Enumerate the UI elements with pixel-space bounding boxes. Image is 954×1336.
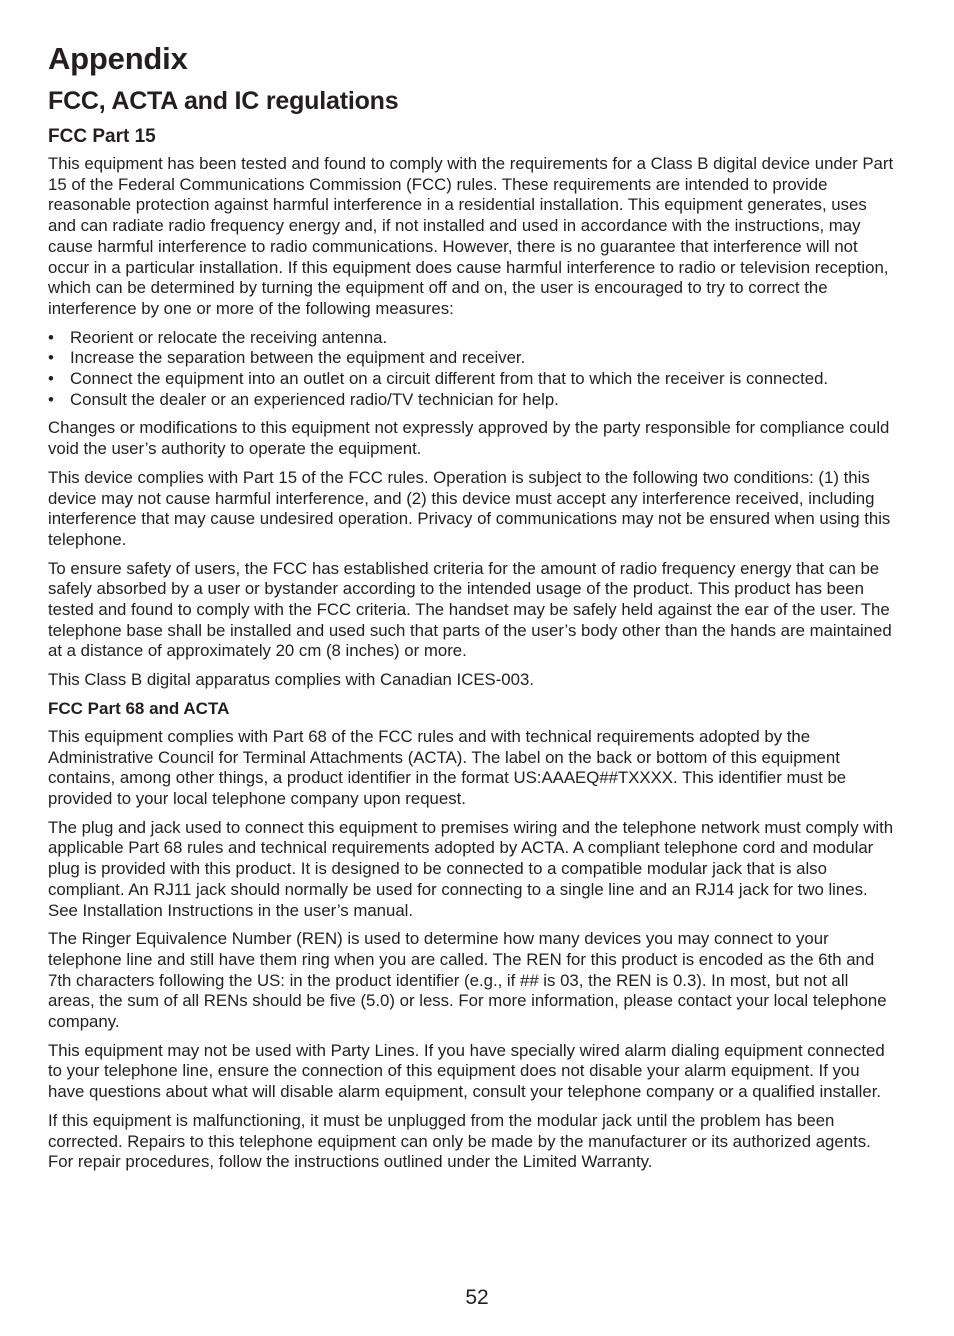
fcc68-paragraph-1: This equipment complies with Part 68 of the FCC rules and with technical requirements adopted by the Administrative Council for Terminal Attachments (ACTA). The label on the back or bottom of this equipment contains, among other things, a product identifier in the format US:AAAEQ##TXXXX. This identifier must be provided to your local telephone company upon request. [48, 726, 847, 808]
fcc68-paragraph-5: If this equipment is malfunctioning, it must be unplugged from the modular jack until the problem has been corrected. Repairs to this telephone equipment can only be made by the manufacturer or its authorized agents. For repair procedures, follow the instructions outlined under the Limited Warranty. [48, 1110, 871, 1172]
fcc68-paragraph-4: This equipment may not be used with Party Lines. If you have specially wired alarm dialing equipment connected to your telephone line, ensure the connection of this equipment does not disable your alarm equipment. If you have questions about what will disable alarm equipment, consult your telephone company or a qualified installer. [48, 1040, 885, 1102]
section-title: FCC, ACTA and IC regulations [48, 87, 399, 115]
fcc15-paragraph-5: This Class B digital apparatus complies with Canadian ICES-003. [48, 670, 534, 690]
list-item-text: Consult the dealer or an experienced radio/TV technician for help. [70, 389, 559, 409]
fcc-part-15-heading: FCC Part 15 [48, 126, 156, 147]
list-item [48, 328, 894, 349]
page-content [48, 40, 894, 1181]
bullet-icon: • [48, 389, 54, 409]
fcc68-paragraph-3: The Ringer Equivalence Number (REN) is used to determine how many devices you may connect to your telephone line and still have them ring when you are called. The REN for this product is encoded as the 6th and 7th characters following the US: in the product identifier (e.g., if ## is 03, the REN is 0.3). In most, but not all areas, the sum of all RENs should be five (5.0) or less. For more information, please contact your local telephone company. [48, 929, 887, 1032]
bullet-icon: • [48, 348, 54, 368]
list-item [48, 348, 894, 369]
measures-list [48, 328, 894, 411]
fcc15-paragraph-3: This device complies with Part 15 of the FCC rules. Operation is subject to the following two conditions: (1) this device may not cause harmful interference, and (2) this device must accept any interference received, including interference that may cause undesired operation. Privacy of communications may not be ensured when using this telephone. [48, 467, 891, 549]
fcc15-paragraph-1: This equipment has been tested and found to comply with the requirements for a Class B digital device under Part 15 of the Federal Communications Commission (FCC) rules. These requirements are intended to provide reasonable protection against harmful interference in a residential installation. This equipment generates, uses and can radiate radio frequency energy and, if not installed and used in accordance with the instructions, may cause harmful interference to radio communications. However, there is no guarantee that interference will not occur in a particular installation. If this equipment does cause harmful interference to radio or television reception, which can be determined by turning the equipment off and on, the user is encouraged to try to correct the interference by one or more of the following measures: [48, 154, 894, 318]
list-item [48, 390, 894, 411]
list-item-text: Reorient or relocate the receiving antenna. [70, 327, 388, 347]
bullet-icon: • [48, 369, 54, 389]
fcc15-paragraph-4: To ensure safety of users, the FCC has established criteria for the amount of radio frequency energy that can be safely absorbed by a user or bystander according to the intended usage of the product. This product has been tested and found to comply with the FCC criteria. The handset may be safely held against the ear of the user. The telephone base shall be installed and used such that parts of the user’s body other than the hands are maintained at a distance of approximately 20 cm (8 inches) or more. [48, 558, 892, 661]
fcc15-paragraph-2: Changes or modifications to this equipment not expressly approved by the party responsible for compliance could void the user’s authority to operate the equipment. [48, 418, 890, 459]
page-number: 52 [465, 1286, 489, 1309]
list-item-text: Connect the equipment into an outlet on a circuit different from that to which the receiver is connected. [70, 369, 829, 389]
page-title: Appendix [48, 41, 188, 76]
bullet-icon: • [48, 327, 54, 347]
list-item-text: Increase the separation between the equipment and receiver. [70, 348, 526, 368]
list-item [48, 369, 894, 390]
fcc-part-68-heading: FCC Part 68 and ACTA [48, 698, 230, 718]
fcc68-paragraph-2: The plug and jack used to connect this equipment to premises wiring and the telephone network must comply with applicable Part 68 rules and technical requirements adopted by ACTA. A compliant telephone cord and modular plug is provided with this product. It is designed to be connected to a compatible modular jack that is also compliant. An RJ11 jack should normally be used for connecting to a single line and an RJ14 jack for two lines. See Installation Instructions in the user’s manual. [48, 817, 894, 920]
